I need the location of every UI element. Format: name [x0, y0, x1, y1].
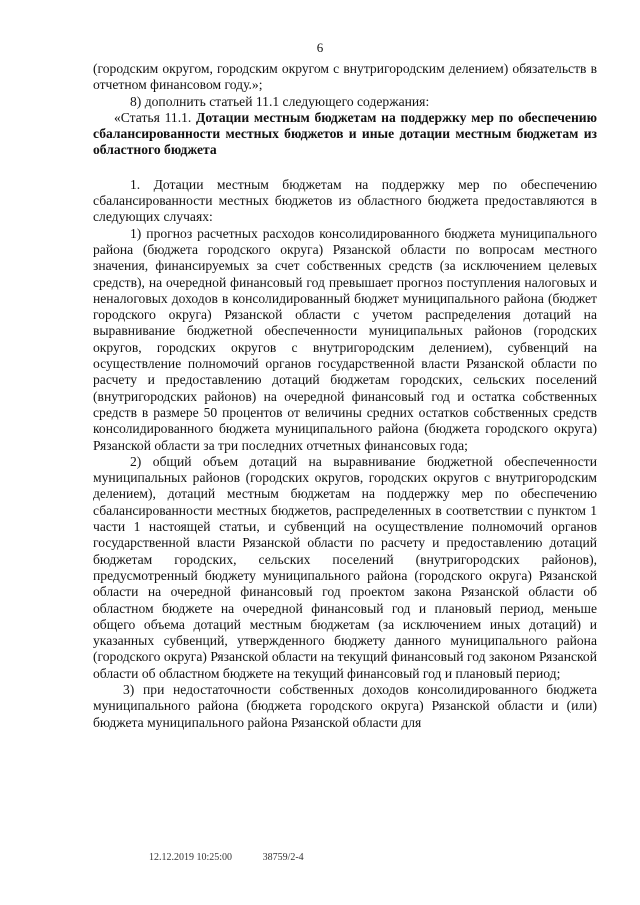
- paragraph-amendment-8: 8) дополнить статьей 11.1 следующего содержания:: [130, 93, 430, 109]
- page-number: 6: [316, 40, 324, 55]
- document-body: [93, 61, 597, 731]
- paragraph-subclause-2: 2) общий объем дотаций на выравнивание бюджетной обеспеченности муниципальных районов (городских округов, городских округов с внутригородским делением), дотаций местным бюджетам на поддержку мер по обеспечению сбалансированности местных бюджетов, распределенных в соответствии с пунктом 1 части 1 настоящей статьи, и субвенций на осуществление полномочий органов государственной власти Рязанской области по расчету и предоставлению дотаций бюджетам городских, сельских поселений (внутригородских районов), предусмотренный бюджету муниципального района (городского округа) Рязанской области на очередной финансовый год проектом закона Рязанской области об областном бюджете на очередной финансовый год и плановый период, меньше общего объема дотаций местным бюджетам (за исключением иных дотаций) и указанных субвенций, утвержденного бюджету данного муниципального района (городского округа) Рязанской области на текущий финансовый год законом Рязанской области об областном бюджете на текущий финансовый год и плановый период;: [93, 453, 597, 681]
- article-heading-prefix: «Статья 11.1.: [114, 109, 192, 125]
- paragraph-continuation: (городским округом, городским округом с внутригородским делением) обязательств в отчетном финансовом году.»;: [93, 61, 597, 93]
- footer-datetime: 12.12.2019 10:25:00: [149, 852, 233, 863]
- paragraph-gap: [93, 159, 597, 177]
- paragraph-subclause-3: 3) при недостаточности собственных доходов консолидированного бюджета муниципального района (бюджета городского округа) Рязанской области и (или) бюджета муниципального района Рязанской области для: [93, 681, 597, 730]
- paragraph-clause-1: 1. Дотации местным бюджетам на поддержку мер по обеспечению сбалансированности местных бюджетов из областного бюджета предоставляются в следующих случаях:: [93, 176, 597, 225]
- paragraph-subclause-1: 1) прогноз расчетных расходов консолидированного бюджета муниципального района (бюджета городского округа) Рязанской области по вопросам местного значения, финансируемых за счет собственных средств (за исключением целевых средств), на очередной финансовый год превышает прогноз поступления налоговых и неналоговых доходов в консолидированный бюджет муниципального района (бюджет городского округа) Рязанской области с учетом распределения дотаций на выравнивание бюджетной обеспеченности муниципальных районов (городских округов, городских округов с внутригородским делением), субвенций на осуществление полномочий органов государственной власти Рязанской области по расчету и предоставлению дотаций бюджетам городских, сельских поселений (внутригородских районов) на очередной финансовый год и остатка собственных средств в размере 50 процентов от величины средних остатков собственных средств консолидированного бюджета муниципального района (бюджета городского округа) Рязанской области за три последних отчетных финансовых года;: [93, 225, 597, 453]
- footer-doc-code: 38759/2-4: [262, 852, 304, 863]
- article-heading: [93, 110, 597, 159]
- article-heading-title: Дотации местным бюджетам на поддержку мер по обеспечению сбалансированности местных бюджетов и иные дотации местным бюджетам из областного бюджета: [93, 109, 597, 158]
- page-footer: [149, 852, 304, 863]
